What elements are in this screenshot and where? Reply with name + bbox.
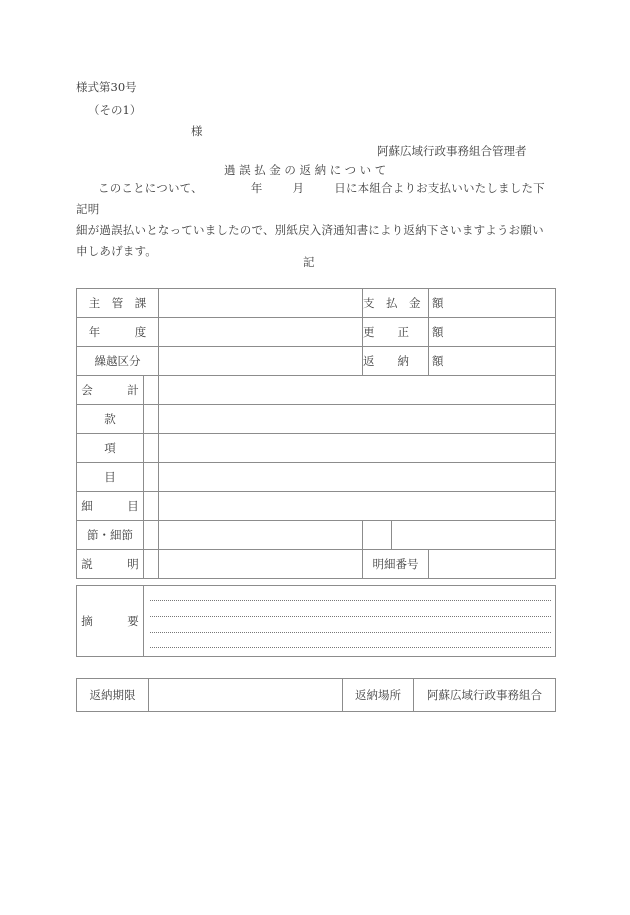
row-code-setsu-saisetsu[interactable] (144, 521, 159, 550)
row-value-kaikei[interactable] (159, 376, 556, 405)
month-label: 月 (292, 181, 305, 195)
row-value-shukanka[interactable] (159, 289, 363, 318)
table-row (77, 289, 556, 318)
row-value-saimoku[interactable] (159, 492, 556, 521)
table-row (77, 463, 556, 492)
day-label: 日に本組合よりお支払いいたしました下記明 (76, 181, 545, 216)
writing-line (150, 616, 551, 617)
remarks-value-cell[interactable] (144, 586, 556, 657)
place-value: 阿蘇広域行政事務組合 (414, 679, 556, 712)
table-row (77, 521, 556, 550)
row-value-nendo[interactable] (159, 318, 363, 347)
table-row (77, 347, 556, 376)
row-value-setsu-saisetsu[interactable] (159, 521, 363, 550)
remarks-table (76, 585, 556, 657)
deadline-label: 返納期限 (77, 679, 149, 712)
row-code-moku[interactable] (144, 463, 159, 492)
form-number: 様式第30号 (76, 80, 137, 94)
row-value-hennou-gaku[interactable] (429, 347, 556, 376)
row-label-nendo: 年 度 (77, 318, 159, 347)
writing-line (150, 647, 551, 648)
row-label-meisai-bango: 明細番号 (363, 550, 429, 579)
return-info-table (76, 678, 556, 712)
year-label: 年 (250, 181, 263, 195)
row-label-moku: 目 (77, 463, 144, 492)
table-row (77, 586, 556, 657)
detail-table (76, 288, 556, 579)
note-mark: 記 (303, 255, 315, 269)
table-row (77, 492, 556, 521)
row-label-kaikei: 会 計 (77, 376, 144, 405)
remarks-writing-lines (144, 586, 555, 656)
row-code-setsumei[interactable] (144, 550, 159, 579)
row-code-saimoku[interactable] (144, 492, 159, 521)
row-label-kan: 款 (77, 405, 144, 434)
row-extra1-setsu-saisetsu[interactable] (363, 521, 392, 550)
row-label-kou: 項 (77, 434, 144, 463)
writing-line (150, 600, 551, 601)
row-label-shukanka: 主 管 課 (77, 289, 159, 318)
body-line2: 細が過誤払いとなっていましたので、別紙戻入済通知書により返納下さいますようお願い (76, 223, 544, 237)
body-paragraph (76, 178, 556, 262)
row-label-setsumei: 説 明 (77, 550, 144, 579)
body-line1-pre: このことについて、 (98, 181, 203, 195)
row-value-meisai-bango[interactable] (429, 550, 556, 579)
row-value-moku[interactable] (159, 463, 556, 492)
row-value-kan[interactable] (159, 405, 556, 434)
row-code-kan[interactable] (144, 405, 159, 434)
row-label-kosei-gaku: 更 正 額 (363, 318, 429, 347)
table-row (77, 376, 556, 405)
row-value-kou[interactable] (159, 434, 556, 463)
table-row (77, 679, 556, 712)
row-value-kurikoshi-kubun[interactable] (159, 347, 363, 376)
row-value-shiharai-kingaku[interactable] (429, 289, 556, 318)
row-code-kaikei[interactable] (144, 376, 159, 405)
row-label-hennou-gaku: 返 納 額 (363, 347, 429, 376)
row-value-setsumei[interactable] (159, 550, 363, 579)
body-line3: 申しあげます。 (76, 244, 157, 258)
table-row (77, 434, 556, 463)
writing-line (150, 632, 551, 633)
row-label-shiharai-kingaku: 支 払 金 額 (363, 289, 429, 318)
remarks-label: 摘 要 (77, 586, 144, 657)
table-row (77, 550, 556, 579)
row-value-kosei-gaku[interactable] (429, 318, 556, 347)
table-row (77, 318, 556, 347)
deadline-value[interactable] (149, 679, 343, 712)
row-extra2-setsu-saisetsu[interactable] (392, 521, 556, 550)
row-label-kurikoshi-kubun: 繰越区分 (77, 347, 159, 376)
row-code-kou[interactable] (144, 434, 159, 463)
place-label: 返納場所 (343, 679, 414, 712)
row-label-setsu-saisetsu: 節・細節 (77, 521, 144, 550)
issuer-name: 阿蘇広域行政事務組合管理者 (377, 144, 527, 158)
table-row (77, 405, 556, 434)
addressee-suffix: 様 (191, 124, 203, 138)
row-label-saimoku: 細 目 (77, 492, 144, 521)
document-title: 過誤払金の返納について (224, 163, 390, 177)
form-sub-number: （その1） (88, 103, 142, 117)
